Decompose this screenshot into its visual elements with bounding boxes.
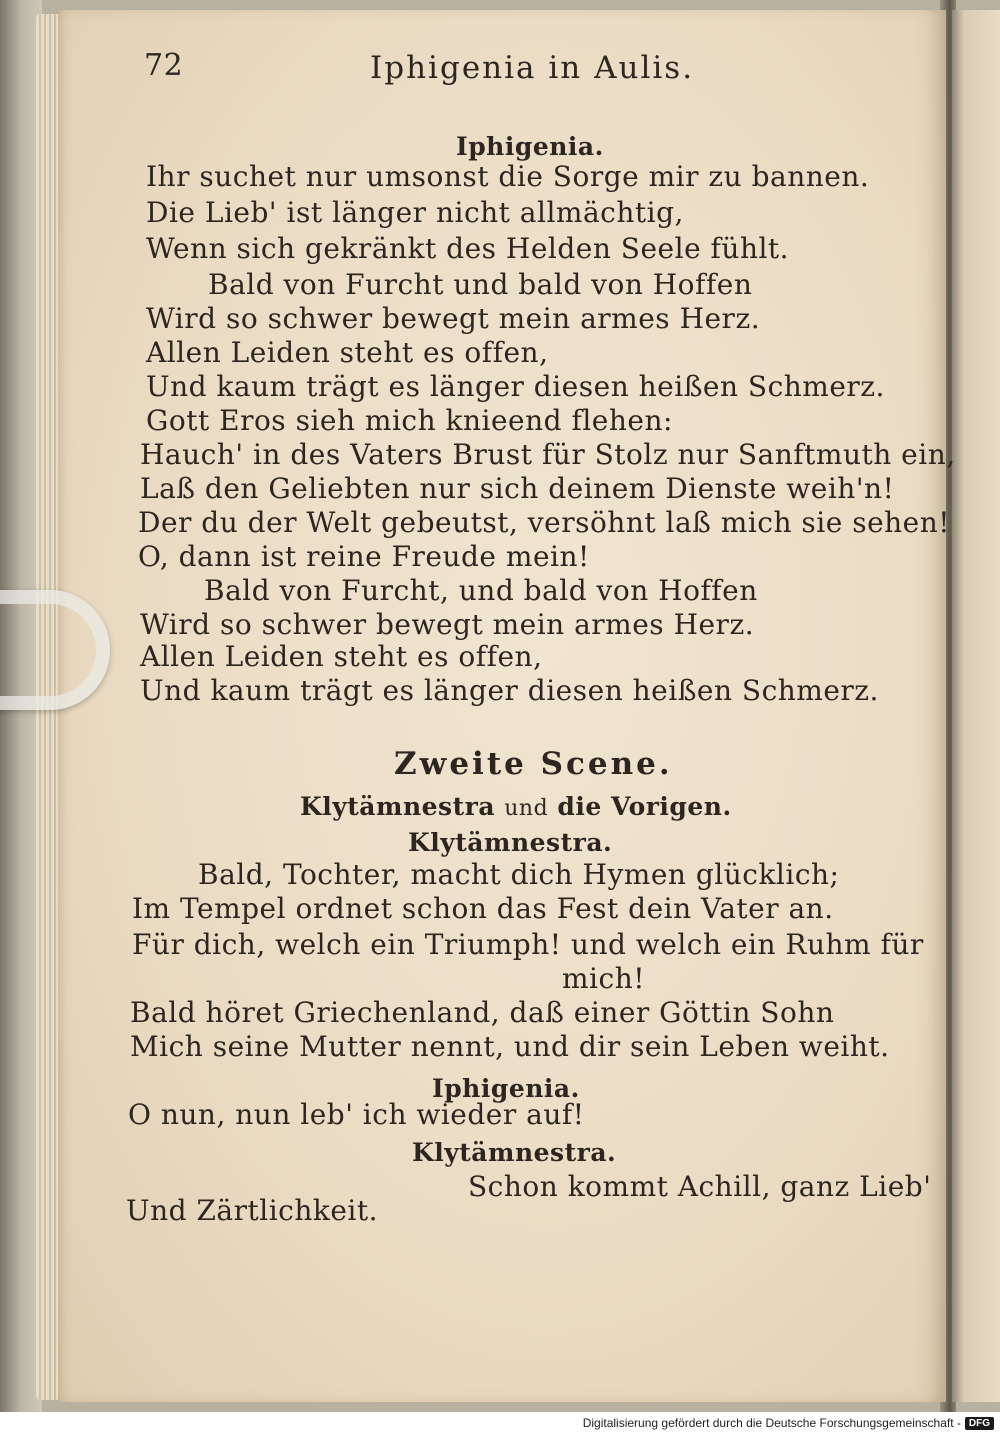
speaker-heading: Klytämnestra. (408, 828, 613, 857)
facing-page (952, 10, 1000, 1402)
dfg-logo-icon: DFG (965, 1417, 994, 1430)
verse-line: mich! (562, 962, 645, 995)
speaker-heading: Iphigenia. (432, 1074, 580, 1103)
verse-line: Für dich, welch ein Triumph! und welch ein Ruhm für (132, 928, 924, 961)
verse-line: Bald, Tochter, macht dich Hymen glücklich; (198, 858, 840, 891)
verse-line: Laß den Geliebten nur sich deinem Dienste weih'n! (140, 472, 895, 505)
verse-line: O nun, nun leb' ich wieder auf! (128, 1098, 585, 1131)
scene-persons (300, 792, 732, 821)
verse-line: Wenn sich gekränkt des Helden Seele fühlt. (146, 232, 790, 265)
verse-line: Wird so schwer bewegt mein armes Herz. (146, 302, 761, 335)
verse-line: Die Lieb' ist länger nicht allmächtig, (146, 196, 684, 229)
scene-persons-name: Klytämnestra (300, 792, 496, 821)
digitization-footer (583, 1416, 994, 1430)
verse-line: Allen Leiden steht es offen, (146, 336, 549, 369)
scene-title: Zweite Scene. (394, 746, 673, 782)
scene-persons-rest: die Vorigen. (557, 792, 732, 821)
speaker-heading: Klytämnestra. (412, 1138, 617, 1167)
book-page (58, 10, 956, 1402)
verse-line: Gott Eros sieh mich knieend flehen: (146, 404, 673, 437)
scene-persons-and: und (504, 796, 549, 821)
verse-line: Und kaum trägt es länger diesen heißen Schmerz. (146, 370, 885, 403)
verse-line: O, dann ist reine Freude mein! (138, 540, 590, 573)
running-title: Iphigenia in Aulis. (370, 50, 695, 86)
verse-line: Und Zärtlichkeit. (126, 1194, 379, 1227)
verse-line: Wird so schwer bewegt mein armes Herz. (140, 608, 755, 641)
verse-line: Im Tempel ordnet schon das Fest dein Vater an. (132, 892, 834, 925)
verse-line: Allen Leiden steht es offen, (140, 640, 543, 673)
verse-line: Bald höret Griechenland, daß einer Göttin Sohn (130, 996, 835, 1029)
verse-line: Und kaum trägt es länger diesen heißen Schmerz. (140, 674, 879, 707)
page-number: 72 (144, 48, 184, 83)
verse-line: Schon kommt Achill, ganz Lieb' (468, 1170, 932, 1203)
verse-line: Mich seine Mutter nennt, und dir sein Leben weiht. (130, 1030, 890, 1063)
speaker-heading: Iphigenia. (456, 132, 604, 161)
verse-line: Der du der Welt gebeutst, versöhnt laß mich sie sehen! (138, 506, 951, 539)
verse-line: Bald von Furcht, und bald von Hoffen (204, 574, 758, 607)
verse-line: Ihr suchet nur umsonst die Sorge mir zu bannen. (146, 160, 870, 193)
verse-line: Hauch' in des Vaters Brust für Stolz nur Sanftmuth ein, (140, 438, 956, 471)
verse-line: Bald von Furcht und bald von Hoffen (208, 268, 753, 301)
footer-credit: Digitalisierung gefördert durch die Deutsche Forschungsgemeinschaft - (582, 1416, 961, 1430)
